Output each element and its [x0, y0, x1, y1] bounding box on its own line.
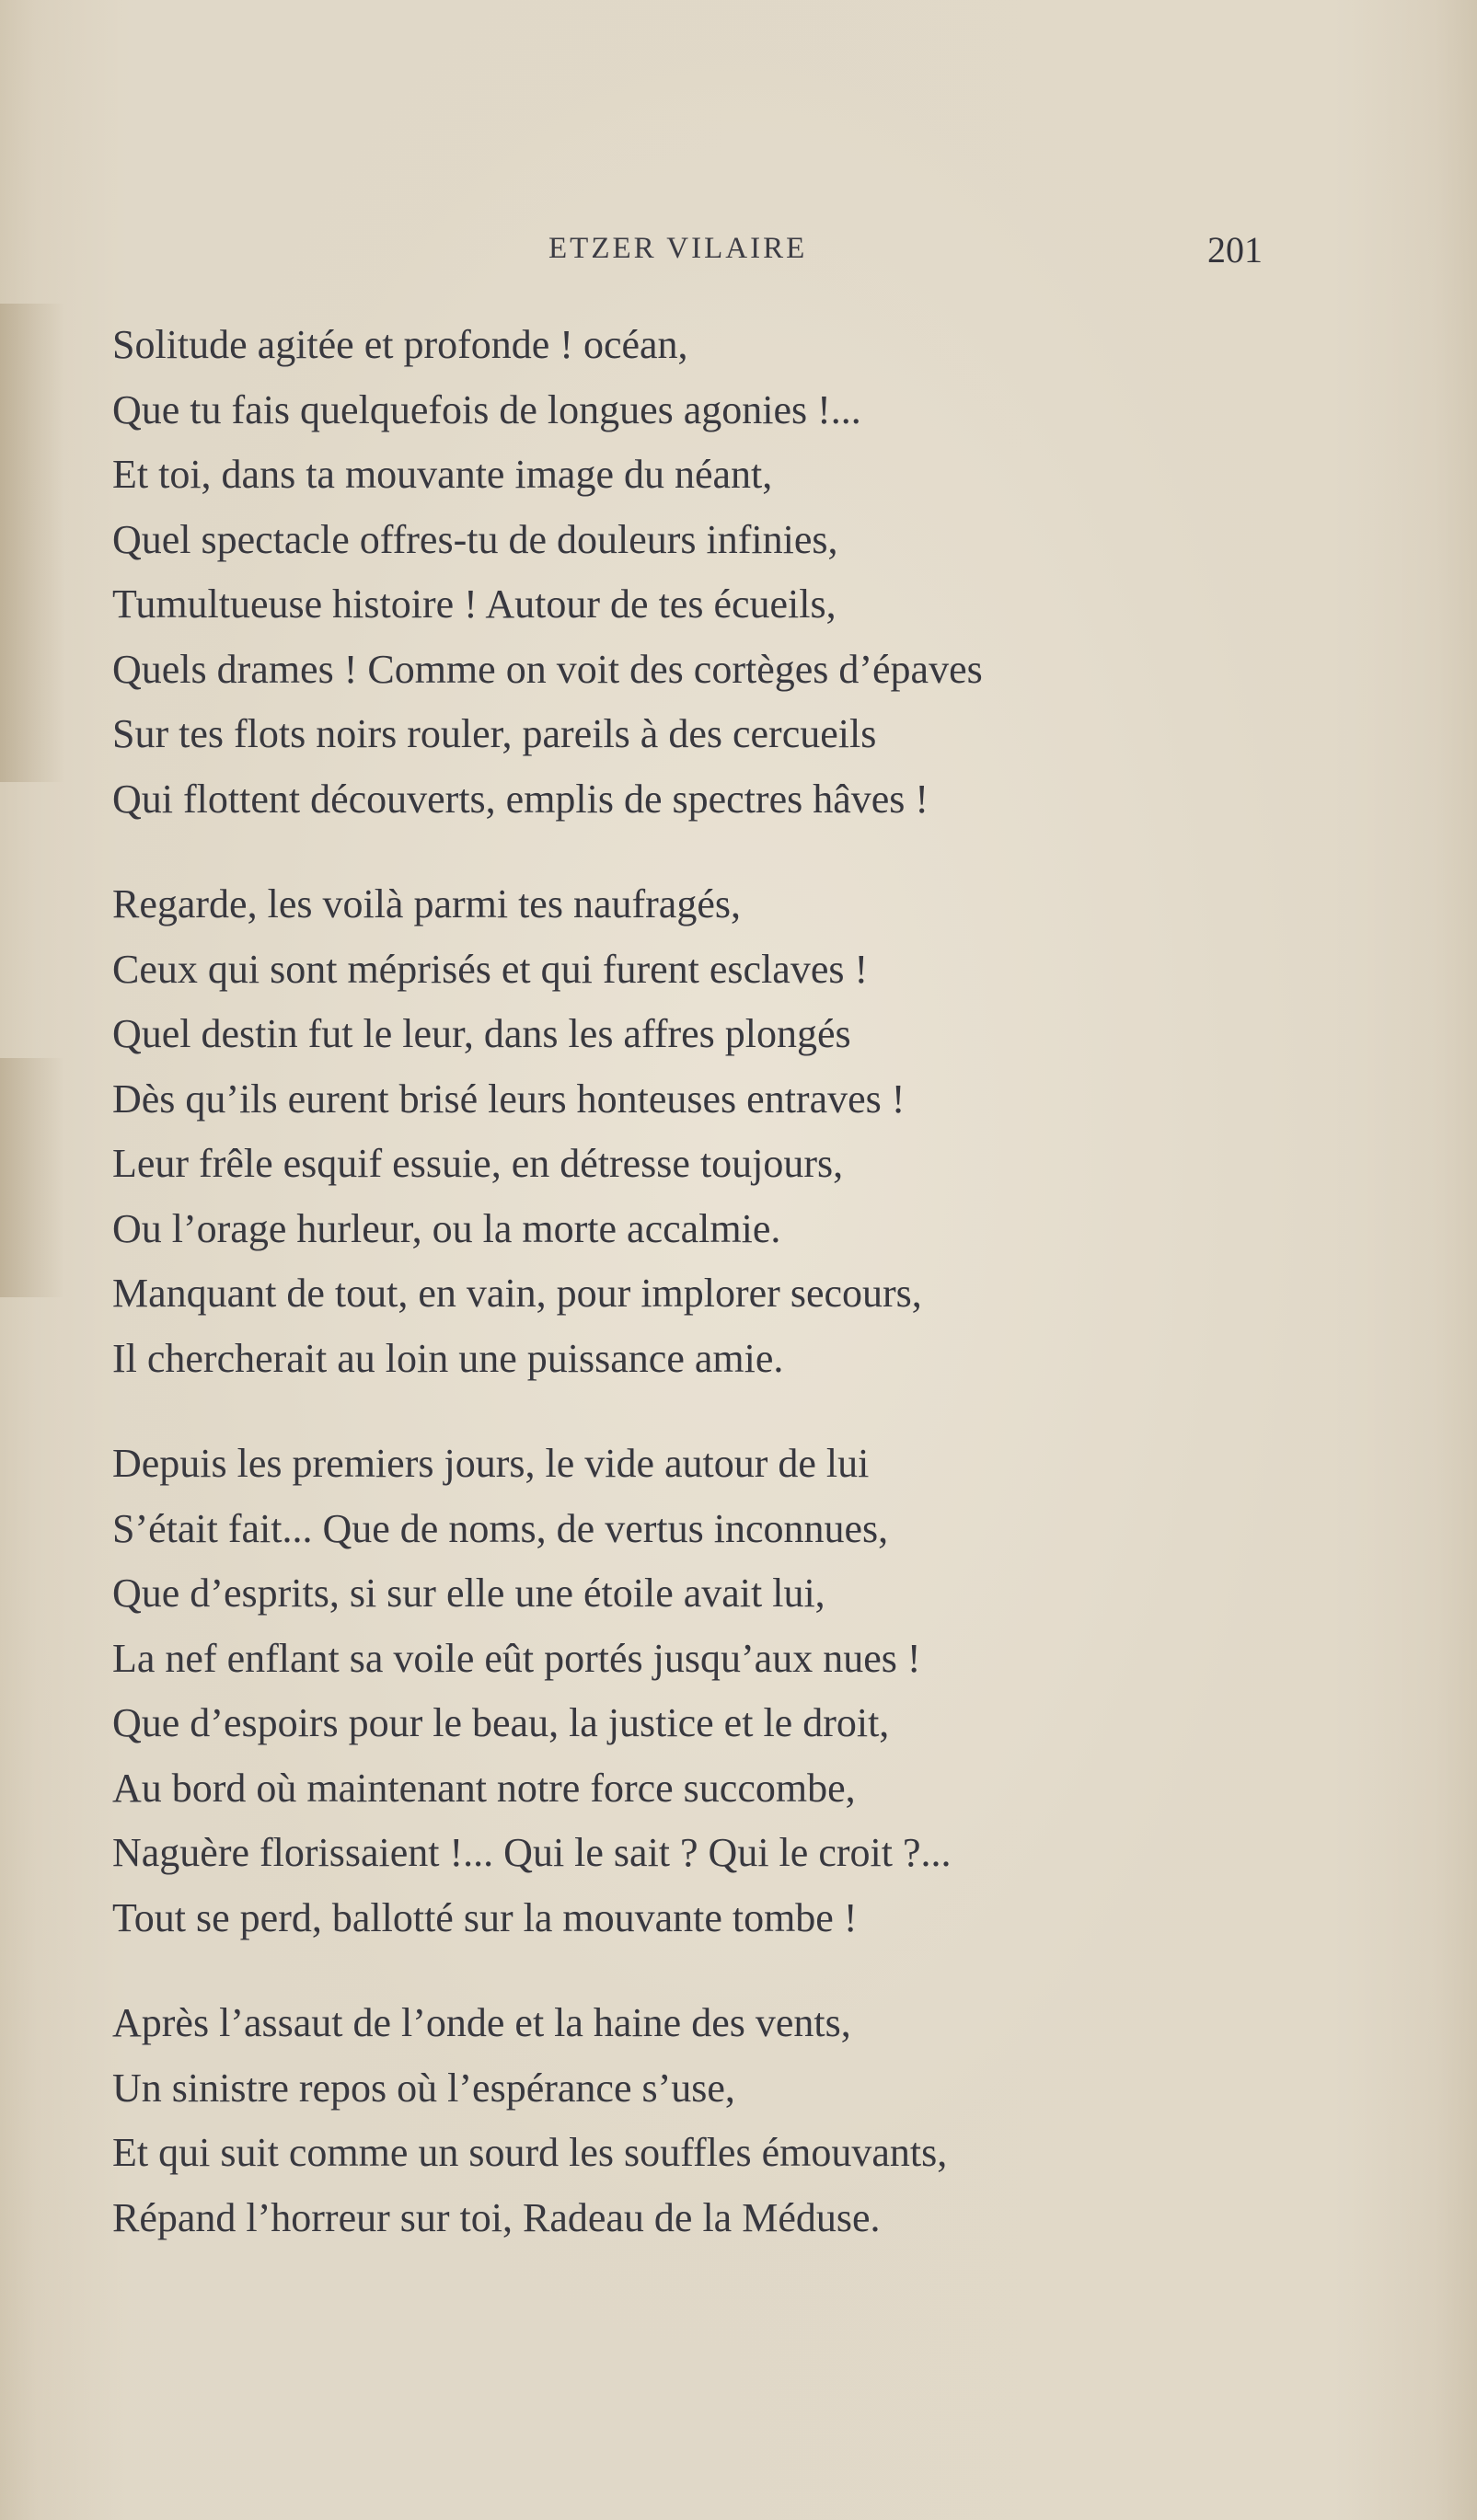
verse-line: Dès qu’ils eurent brisé leurs honteuses entraves ! — [112, 1076, 906, 1122]
verse-line: Que d’esprits, si sur elle une étoile avait lui, — [112, 1571, 825, 1616]
verse-line: Au bord où maintenant notre force succombe, — [112, 1765, 856, 1811]
stanza — [112, 313, 1437, 832]
verse-line: Que d’espoirs pour le beau, la justice et le droit, — [112, 1700, 890, 1745]
running-title: ETZER VILAIRE — [548, 232, 808, 265]
verse-line: Tout se perd, ballotté sur la mouvante tombe ! — [112, 1894, 858, 1940]
poem-body — [112, 313, 1437, 2291]
verse-line: Et qui suit comme un sourd les souffles émouvants, — [112, 2130, 948, 2175]
verse-line: Quels drames ! Comme on voit des cortèges d’épaves — [112, 646, 983, 692]
verse-line: Quel destin fut le leur, dans les affres plongés — [112, 1011, 851, 1056]
verse-line: Solitude agitée et profonde ! océan, — [112, 322, 688, 367]
verse-line: Leur frêle esquif essuie, en détresse toujours, — [112, 1141, 844, 1186]
verse-line: Qui flottent découverts, emplis de spectres hâves ! — [112, 776, 929, 822]
verse-line: Un sinistre repos où l’espérance s’use, — [112, 2065, 735, 2111]
verse-line: Que tu fais quelquefois de longues agonies !... — [112, 386, 861, 432]
verse-line: Manquant de tout, en vain, pour implorer secours, — [112, 1271, 922, 1316]
verse-line: Après l’assaut de l’onde et la haine des vents, — [112, 2000, 851, 2045]
verse-line: Naguère florissaient !... Qui le sait ? Qui le croit ?... — [112, 1830, 952, 1875]
verse-line: Tumultueuse histoire ! Autour de tes écueils, — [112, 581, 837, 627]
page-header — [0, 229, 1477, 278]
stanza — [112, 872, 1437, 1391]
verse-line: Répand l’horreur sur toi, Radeau de la Méduse. — [112, 2194, 881, 2240]
verse-line: Il chercherait au loin une puissance amie. — [112, 1335, 784, 1381]
verse-line: La nef enflant sa voile eût portés jusqu’aux nues ! — [112, 1635, 921, 1681]
verse-line: Ceux qui sont méprisés et qui furent esclaves ! — [112, 946, 869, 992]
page-edge-stain — [0, 1058, 64, 1297]
page-number: 201 — [1207, 229, 1263, 270]
verse-line: Regarde, les voilà parmi tes naufragés, — [112, 881, 741, 926]
verse-line: S’était fait... Que de noms, de vertus inconnues, — [112, 1505, 889, 1551]
verse-line: Depuis les premiers jours, le vide autour de lui — [112, 1441, 870, 1486]
verse-line: Sur tes flots noirs rouler, pareils à des cercueils — [112, 711, 877, 756]
stanza — [112, 1432, 1437, 1950]
stanza — [112, 1991, 1437, 2250]
verse-line: Quel spectacle offres-tu de douleurs infinies, — [112, 516, 838, 562]
verse-line: Et toi, dans ta mouvante image du néant, — [112, 452, 773, 497]
verse-line: Ou l’orage hurleur, ou la morte accalmie. — [112, 1205, 781, 1251]
page-edge-stain — [0, 304, 64, 782]
